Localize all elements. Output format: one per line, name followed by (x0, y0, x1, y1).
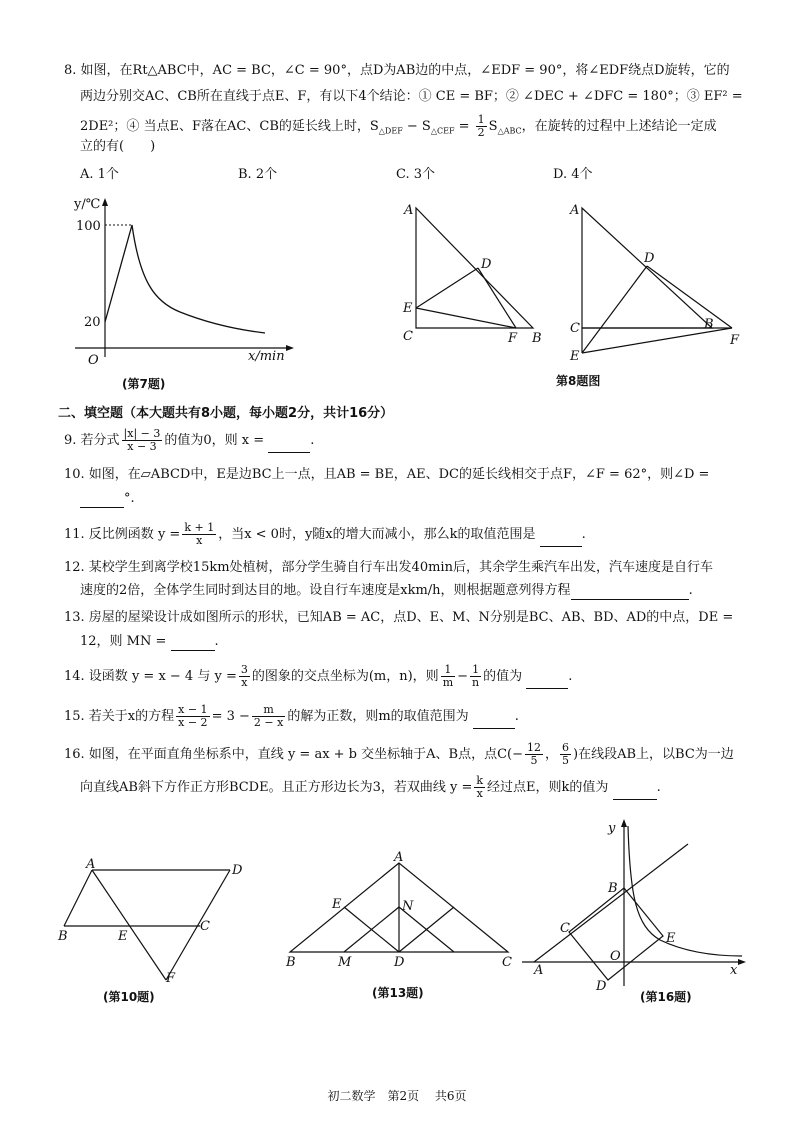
q8-line1: 8. 如图，在Rt△ABC中，AC = BC，∠C = 90°，点D为AB边的中点，∠EDF = 90°，将∠EDF绕点D旋转，它的 (64, 63, 730, 78)
fig8b-F: F (730, 333, 740, 348)
q12-answer-blank[interactable] (571, 587, 689, 600)
q8-line4: 立的有( ) (80, 139, 156, 154)
q15-answer-blank[interactable] (473, 716, 515, 729)
fig8a-D: D (481, 257, 492, 272)
fig8b-C: C (570, 321, 580, 336)
fig13-N: N (402, 899, 414, 914)
fig8-caption: 第8题图 (556, 374, 601, 388)
fig7-caption: (第7题) (122, 377, 166, 391)
fig10-E: E (118, 929, 128, 944)
fig16-C: C (560, 921, 570, 936)
fig10-F: F (166, 971, 176, 986)
fig10-D: D (232, 863, 243, 878)
fig16-y: y (608, 821, 616, 836)
fig13-caption: (第13题) (372, 986, 424, 1000)
q10-line1: 10. 如图，在▱ABCD中，E是边BC上一点，且AB = BE，AE、DC的延长线相交于点F，∠F = 62°，则∠D = (64, 467, 710, 482)
q11-answer-blank[interactable] (540, 534, 582, 547)
q13-answer-blank[interactable] (171, 638, 215, 651)
figure-10 (52, 852, 262, 992)
fig7-origin: O (88, 353, 99, 368)
fig16-x: x (730, 963, 738, 978)
fig13-D: D (394, 955, 405, 970)
q14: 14. 设函数 y = x − 4 与 y = $\frac{3}{x}$ 的图象的交点坐标为(m，n)，则 $\frac{1}{m}$ − $\frac{1}{n}$ 的值为 . (64, 663, 573, 689)
figure-8a (398, 198, 548, 350)
q8-line2: 两边分别交AC、CB所在直线于点E、F，有以下4个结论：① CE = BF；② ∠DEC + ∠DFC = 180°；③ EF² = (80, 89, 743, 104)
page-footer: 初二数学 第2页 共6页 (327, 1089, 467, 1103)
q13-line1: 13. 房屋的屋梁设计成如图所示的形状，已知AB = AC，点D、E、M、N分别是BC、AB、BD、AD的中点，DE = (64, 610, 734, 625)
q8-option-c[interactable]: C. 3个 (396, 167, 436, 182)
fig13-A: A (394, 850, 404, 865)
q13-line2: 12，则 MN = . (80, 634, 219, 649)
q12-line2: 速度的2倍，全体学生同时到达目的地。设自行车速度是xkm/h，则根据题意列得方程 . (80, 583, 693, 598)
fig16-B: B (608, 881, 618, 896)
fig8a-C: C (403, 329, 413, 344)
q9: 9. 若分式 $\frac{|x| - 3}{x - 3}$ 的值为0，则 x = . (64, 427, 315, 453)
q10-answer-blank[interactable] (80, 495, 124, 508)
fig13-C: C (502, 955, 512, 970)
fig7-xlabel: x/min (248, 349, 285, 364)
fig16-O: O (610, 949, 621, 964)
fig8b-A: A (570, 203, 580, 218)
fig7-ylabel: y/℃ (74, 197, 101, 212)
fig8a-A: A (404, 203, 414, 218)
fig8a-F: F (508, 331, 518, 346)
fig13-M: M (338, 955, 352, 970)
fig16-D: D (596, 979, 607, 991)
fig13-B: B (286, 955, 296, 970)
q16-answer-blank[interactable] (613, 787, 657, 800)
fig16-caption: (第16题) (640, 990, 692, 1004)
q14-answer-blank[interactable] (526, 676, 568, 689)
figure-8b (562, 198, 752, 363)
q8-option-d[interactable]: D. 4个 (553, 167, 593, 182)
fraction: $\frac{1}{2}$ (477, 113, 485, 139)
fig8b-B: B (704, 317, 714, 332)
q16-line1: 16. 如图，在平面直角坐标系中，直线 y = ax + b 交坐标轴于A、B点，点C(− $\frac{12}{5}$ ， $\frac{6}{5}$ )在线段AB上，以BC为一边 (64, 741, 734, 767)
figure-13 (280, 848, 520, 973)
fig13-E: E (332, 897, 342, 912)
q11: 11. 反比例函数 y = $\frac{k + 1}{x}$ ，当x < 0时，y随x的增大而减小，那么k的取值范围是 . (64, 521, 586, 547)
q8-option-a[interactable]: A. 1个 (80, 167, 119, 182)
fig8a-B: B (532, 331, 542, 346)
fig16-A: A (534, 963, 544, 978)
fig8b-D: D (644, 251, 655, 266)
fig10-A: A (86, 857, 96, 872)
q8-option-b[interactable]: B. 2个 (238, 167, 278, 182)
q10-line2: °. (80, 490, 135, 508)
figure-16 (520, 816, 752, 991)
fig16-E: E (666, 931, 676, 946)
fig10-B: B (58, 929, 68, 944)
fig8b-E: E (570, 349, 580, 363)
fig7-y100: 100 (76, 219, 101, 234)
fig10-C: C (200, 919, 210, 934)
q12-line1: 12. 某校学生到离学校15km处植树，部分学生骑自行车出发40min后，其余学生乘汽车出发，汽车速度是自行车 (64, 560, 713, 575)
section-2-heading: 二、填空题（本大题共有8小题，每小题2分，共计16分） (58, 406, 394, 421)
q15: 15. 若关于x的方程 $\frac{x - 1}{x - 2}$ = 3 − $\frac{m}{2 - x}$ 的解为正数，则m的取值范围为 . (64, 703, 519, 729)
figure-7 (60, 192, 300, 392)
q16-line2: 向直线AB斜下方作正方形BCDE。且正方形边长为3，若双曲线 y = $\frac{k}{x}$ 经过点E，则k的值为 . (80, 774, 661, 800)
q8-line3: 2DE²；④ 当点E、F落在AC、CB的延长线上时，$S_{\triangle DEF} - S_{\triangle CEF}$ = $\frac{1}{2}$ $S_{\triangle ABC}$，在旋转的过程中上述结论一定成 (80, 113, 717, 139)
fig8a-E: E (403, 301, 413, 316)
fig10-caption: (第10题) (103, 990, 155, 1004)
fig7-y20: 20 (84, 315, 101, 330)
q9-answer-blank[interactable] (268, 440, 310, 453)
